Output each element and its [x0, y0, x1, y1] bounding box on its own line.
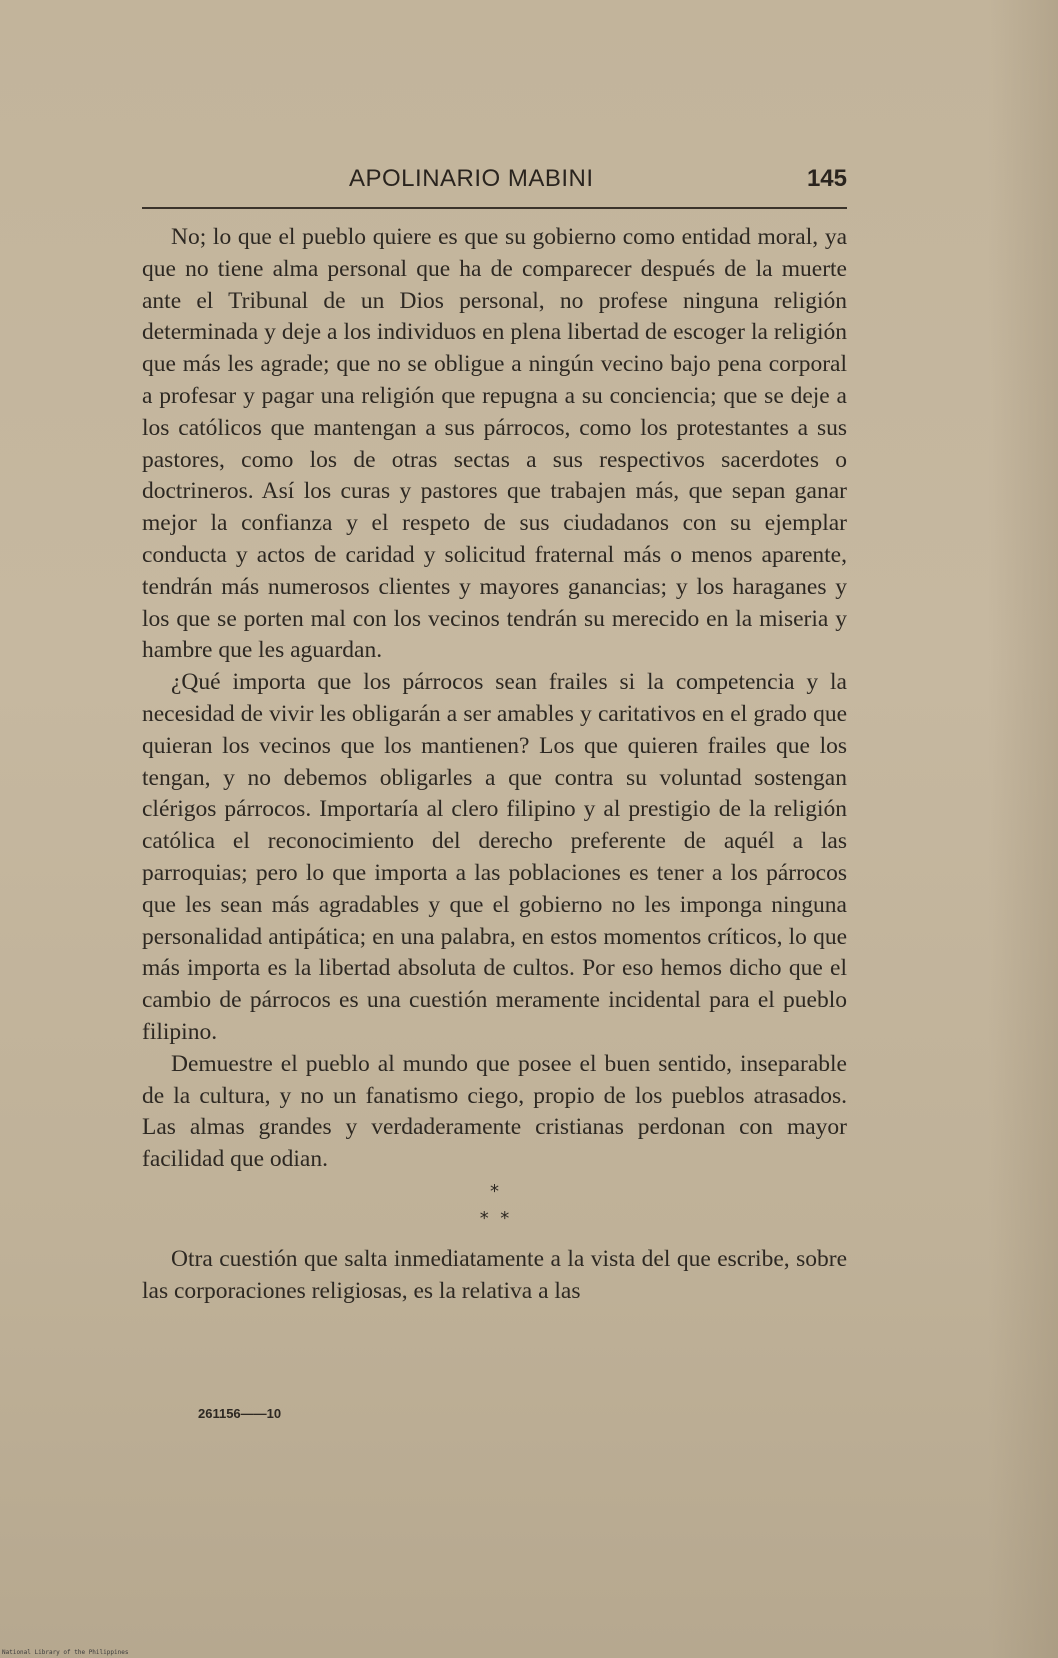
signature-mark: 261156——10 — [198, 1406, 282, 1421]
section-break — [142, 1178, 847, 1232]
page-number: 145 — [806, 165, 847, 192]
asterism-bottom: * * — [479, 1207, 510, 1229]
running-head: APOLINARIO MABINI — [349, 165, 594, 192]
body-text — [142, 222, 847, 1308]
page-header — [142, 165, 847, 199]
footer-credit: National Library of the Philippines — [2, 1649, 129, 1656]
page-edge-shadow — [988, 0, 1058, 1658]
paragraph-1: No; lo que el pueblo quiere es que su gobierno como entidad moral, ya que no tiene alma personal que ha de comparecer después de la muerte ante el Tribunal de un Dios personal, no profese ninguna religión determinada y deje a los individuos en plena libertad de escoger la religión que más les agrade; que no se obligue a ningún vecino bajo pena corporal a profesar y pagar una religión que repugna a su conciencia; que se deje a los católicos que mantengan a sus párrocos, como los protestantes a sus pastores, como los de otras sectas a sus respectivos sacerdotes o doctrineros. Así los curas y pastores que trabajen más, que sepan ganar mejor la confianza y el respeto de sus ciudadanos con su ejemplar conducta y actos de caridad y solicitud fraternal más o menos aparente, tendrán más numerosos clientes y mayores ganancias; y los haraganes y los que se porten mal con los vecinos tendrán su merecido en la miseria y hambre que les aguardan. — [142, 224, 847, 664]
paragraph-3: Demuestre el pueblo al mundo que posee el buen sentido, inseparable de la cultura, y no un fanatismo ciego, propio de los pueblos atrasados. Las almas grandes y verdaderamente cristianas perdonan con mayor facilidad que odian. — [142, 1050, 847, 1173]
paragraph-4: Otra cuestión que salta inmediatamente a la vista del que escribe, sobre las corporaciones religiosas, es la relativa a las — [142, 1245, 847, 1304]
asterism-top: * — [490, 1180, 499, 1202]
paragraph-2: ¿Qué importa que los párrocos sean frailes si la competencia y la necesidad de vivir les obligarán a ser amables y caritativos en el grado que quieran los vecinos que los mantienen? Los que quieren frailes que los tengan, y no debemos obligarles a que contra su voluntad sostengan clérigos párrocos. Importaría al clero filipino y al prestigio de la religión católica el reconocimiento del derecho preferente de aquél a las parroquias; pero lo que importa a las poblaciones es tener a los párrocos que les sean más agradables y que el gobierno no les imponga ninguna personalidad antipática; en una palabra, en estos momentos críticos, lo que más importa es la libertad absoluta de cultos. Por eso hemos dicho que el cambio de párrocos es una cuestión meramente incidental para el pueblo filipino. — [142, 669, 847, 1045]
header-rule — [142, 207, 847, 209]
